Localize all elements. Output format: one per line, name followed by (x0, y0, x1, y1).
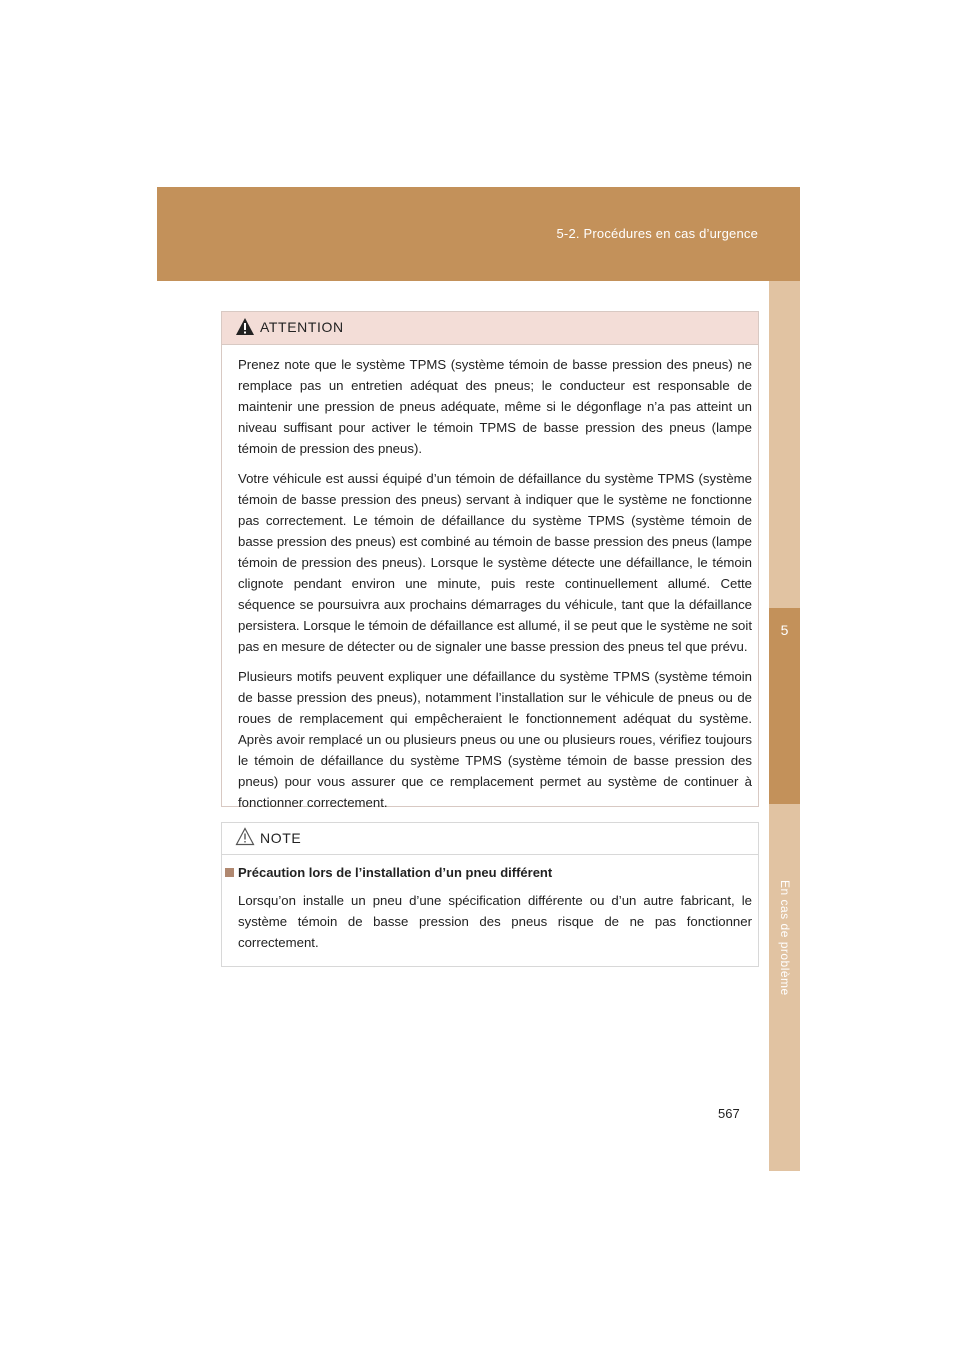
attention-paragraph: Plusieurs motifs peuvent expliquer une défaillance du système TPMS (système témoin de basse pression des pneus), notamment l’installation sur le véhicule de pneus ou de roues de remplacement qui empêcheraient le fonctionnement adéquat du système. Après avoir remplacé un ou plusieurs pneus ou une ou plusieurs roues, vérifiez toujours le témoin de défaillance du système TPMS (système témoin de basse pression des pneus) pour vous assurer que ce remplacement permet au système de continuer à fonctionner correctement. (238, 669, 752, 810)
attention-paragraph: Votre véhicule est aussi équipé d’un témoin de défaillance du système TPMS (système témoin de basse pression des pneus) servant à indiquer que le système ne fonctionne pas correctement. Le témoin de défaillance du système TPMS (système témoin de basse pression des pneus) est combiné au témoin de basse pression des pneus (lampe témoin de pression des pneus). Lorsque le système détecte une défaillance, le témoin clignote pendant environ une minute, puis reste continuellement allumé. Cette séquence se poursuivra aux prochains démarrages du véhicule, tant que la défaillance persistera. Lorsque le témoin de défaillance est allumé, il se peut que le système ne soit pas en mesure de détecter ou de signaler une basse pression des pneus tel que prévu. (238, 471, 752, 654)
chapter-number-block (769, 608, 800, 804)
note-subtitle: Précaution lors de l’installation d’un pneu différent (238, 865, 553, 880)
caution-outline-icon (235, 827, 255, 846)
attention-body (222, 345, 758, 813)
attention-paragraph: Prenez note que le système TPMS (système témoin de basse pression des pneus) ne remplace pas un entretien adéquat des pneus; le conducteur est responsable de maintenir une pression de pneus adéquate, même si le dégonflage n’a pas atteint un niveau suffisant pour activer le témoin TPMS de basse pression des pneus (lampe témoin de pression des pneus). (238, 357, 752, 456)
note-subtitle-line (225, 865, 552, 880)
section-title: 5-2. Procédures en cas d’urgence (556, 226, 758, 241)
chapter-number: 5 (780, 622, 789, 638)
section-header-band (157, 187, 800, 281)
page-number: 567 (718, 1106, 740, 1121)
note-header (222, 823, 758, 855)
warning-triangle-icon (235, 317, 255, 336)
note-box (221, 822, 759, 967)
note-title: NOTE (260, 830, 302, 846)
chapter-title: En cas de problème (778, 880, 792, 996)
attention-box (221, 311, 759, 810)
note-text: Lorsqu’on installe un pneu d’une spécification différente ou d’un autre fabricant, le système témoin de basse pression des pneus risque de ne pas fonctionner correctement. (238, 893, 752, 950)
square-bullet-icon (225, 868, 234, 877)
attention-title: ATTENTION (260, 319, 344, 335)
attention-header (222, 312, 758, 345)
